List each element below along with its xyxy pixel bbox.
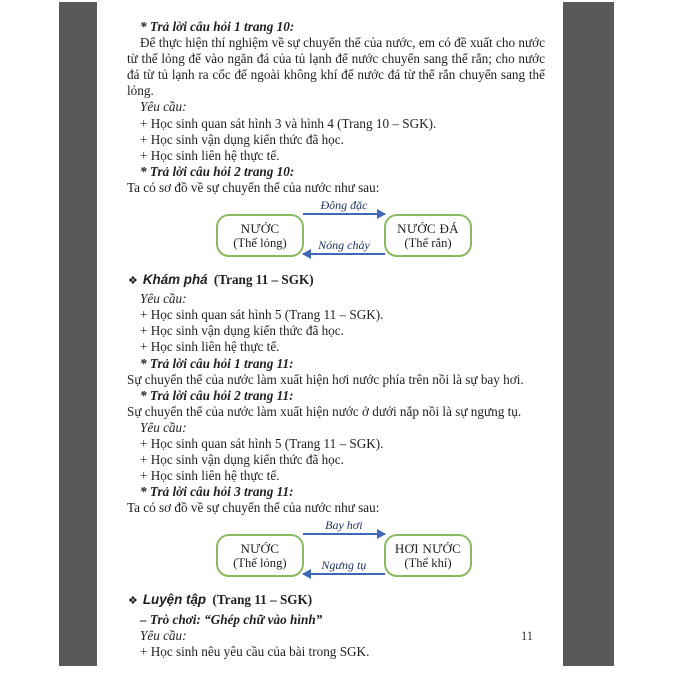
- diagram-arrows: [303, 519, 385, 575]
- diagram-intro: Ta có sơ đồ về sự chuyển thể của nước như sau:: [127, 179, 380, 195]
- right-arrow-icon: [303, 213, 385, 215]
- melt-arrow-label: Nóng chảy: [318, 238, 370, 253]
- answer-heading-q1-p10: * Trả lời câu hỏi 1 trang 10:: [140, 19, 295, 34]
- condense-arrow-label: Ngưng tụ: [321, 558, 367, 573]
- freeze-arrow-label: Đông đặc: [320, 198, 368, 213]
- list-item: + Học sinh nêu yêu cầu của bài trong SGK.: [140, 643, 370, 659]
- answer-paragraph-q1-p11: Sự chuyển thể của nước làm xuất hiện hơi nước phía trên nồi là sự bay hơi.: [127, 371, 524, 387]
- section-name: Luyện tập: [142, 592, 207, 608]
- photo-background-bar-left: [59, 2, 97, 666]
- diamond-bullet-icon: ❖: [128, 595, 138, 608]
- state-box-vapor-gas: [384, 534, 472, 577]
- answer-heading-q3-p11: * Trả lời câu hỏi 3 trang 11:: [140, 484, 294, 500]
- answer-heading-q2-p10: * Trả lời câu hỏi 2 trang 10:: [140, 163, 295, 179]
- diagram-intro: Ta có sơ đồ về sự chuyển thể của nước như sau:: [127, 500, 380, 516]
- evaporate-arrow-row: [303, 519, 385, 535]
- page-number: 11: [521, 629, 534, 643]
- game-title: – Trò chơi: “Ghép chữ vào hình”: [140, 611, 323, 627]
- answer-paragraph-q1-p10: Để thực hiện thí nghiệm về sự chuyển thể của nước, em có đề xuất cho nước từ thể lỏng để vào ngăn đá của tủ lạnh để nước chuyển sang thể rắn; cho nước đá từ tủ lạnh ra cốc để ngoài không khí để nước đá từ thể rắn chuyển sang thể lỏng.: [127, 35, 545, 99]
- requirement-label: Yêu cầu:: [140, 99, 187, 115]
- water-freeze-melt-diagram: [143, 198, 545, 265]
- photo-background-bar-right: [563, 2, 614, 666]
- list-item: + Học sinh liên hệ thực tế.: [140, 339, 280, 355]
- state-box-title: NƯỚC: [240, 220, 280, 236]
- answer-paragraph-q2-p11: Sự chuyển thể của nước làm xuất hiện nước ở dưới nắp nồi là sự ngưng tụ.: [127, 403, 522, 419]
- requirement-label: Yêu cầu:: [140, 627, 187, 643]
- section-page-ref: (Trang 11 – SGK): [213, 272, 314, 288]
- answer-heading-q2-p11: * Trả lời câu hỏi 2 trang 11:: [140, 387, 294, 403]
- list-item: + Học sinh liên hệ thực tế.: [140, 147, 280, 163]
- list-item: + Học sinh liên hệ thực tế.: [140, 468, 280, 484]
- list-item: + Học sinh quan sát hình 3 và hình 4 (Trang 10 – SGK).: [140, 115, 437, 131]
- section-header-kham-pha: [127, 272, 545, 289]
- melt-arrow-row: [303, 239, 385, 255]
- state-box-water-liquid: [216, 534, 304, 577]
- state-box-subtitle: (Thể rắn): [404, 235, 452, 250]
- right-arrow-icon: [303, 533, 385, 535]
- left-arrow-icon: [303, 573, 385, 575]
- list-item: + Học sinh vận dụng kiến thức đã học.: [140, 323, 344, 339]
- state-box-subtitle: (Thể lỏng): [233, 235, 287, 250]
- list-item: + Học sinh quan sát hình 5 (Trang 11 – SGK).: [140, 435, 384, 451]
- requirement-label: Yêu cầu:: [140, 419, 187, 435]
- requirement-label: Yêu cầu:: [140, 291, 187, 307]
- state-box-title: NƯỚC: [240, 540, 280, 556]
- state-box-title: HƠI NƯỚC: [394, 540, 462, 556]
- section-page-ref: (Trang 11 – SGK): [212, 592, 313, 608]
- list-item: + Học sinh quan sát hình 5 (Trang 11 – SGK).: [140, 307, 384, 323]
- answer-heading-q1-p11: * Trả lời câu hỏi 1 trang 11:: [140, 355, 294, 371]
- evaporate-arrow-label: Bay hơi: [325, 518, 363, 533]
- state-box-ice-solid: [384, 214, 472, 257]
- water-evaporate-condense-diagram: [143, 518, 545, 585]
- state-box-subtitle: (Thể lỏng): [233, 555, 287, 570]
- list-item: + Học sinh vận dụng kiến thức đã học.: [140, 131, 344, 147]
- section-header-luyen-tap: [127, 592, 545, 609]
- freeze-arrow-row: [303, 199, 385, 215]
- left-arrow-icon: [303, 253, 385, 255]
- diamond-bullet-icon: ❖: [128, 275, 138, 288]
- diagram-arrows: [303, 199, 385, 255]
- list-item: + Học sinh vận dụng kiến thức đã học.: [140, 452, 344, 468]
- state-box-water-liquid: [216, 214, 304, 257]
- state-box-title: NƯỚC ĐÁ: [397, 220, 459, 236]
- state-box-subtitle: (Thể khí): [404, 555, 452, 570]
- document-page: [127, 19, 545, 660]
- section-name: Khám phá: [142, 272, 208, 288]
- condense-arrow-row: [303, 559, 385, 575]
